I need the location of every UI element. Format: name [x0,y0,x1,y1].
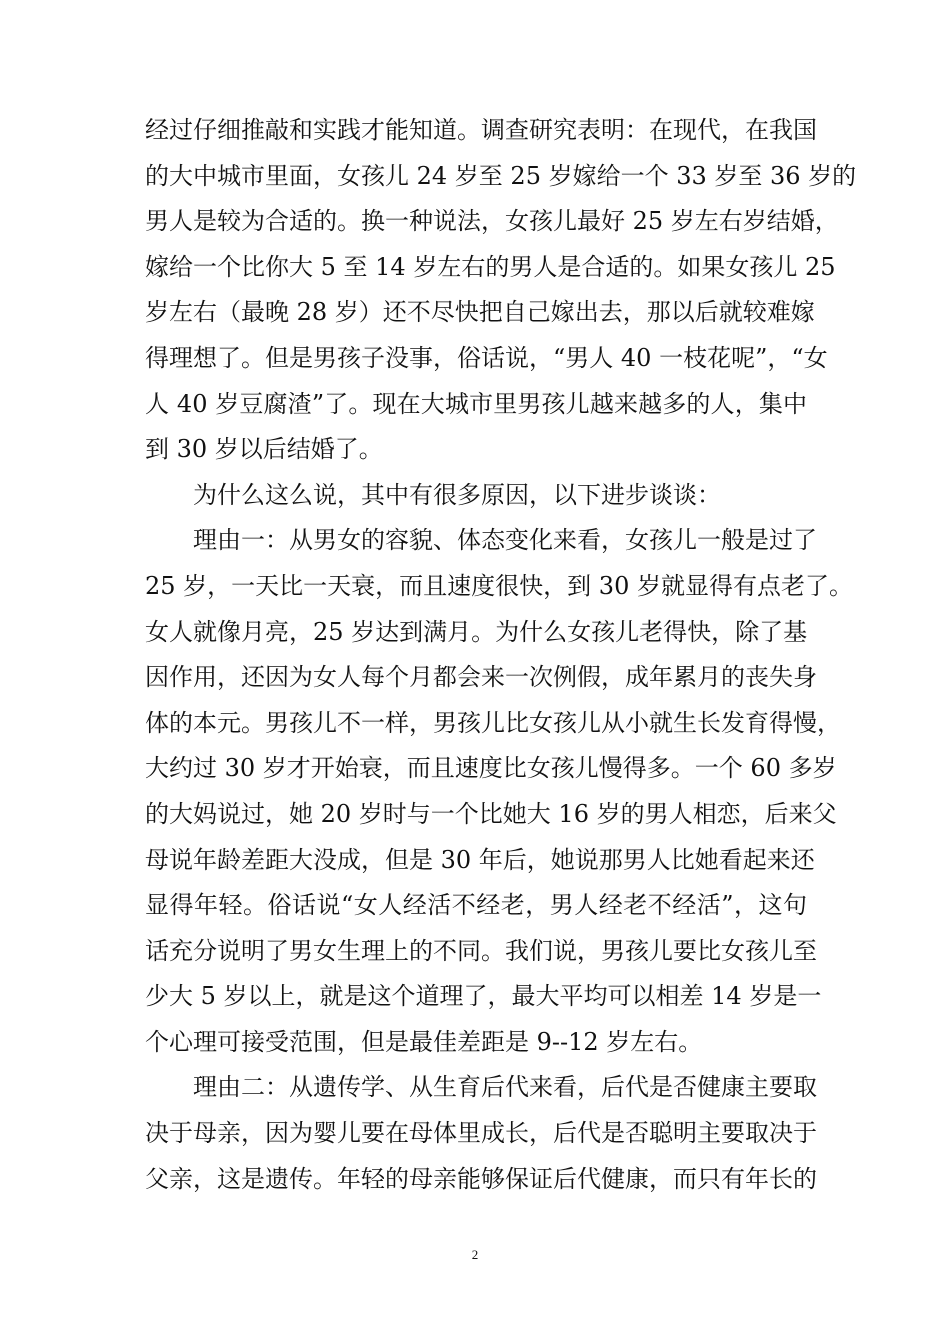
text-line: 得理想了。但是男孩子没事，俗话说，“男人 40 一枝花呢”，“女 [145,343,828,372]
text-line: 男人是较为合适的。换一种说法，女孩儿最好 25 岁左右岁结婚， [145,207,839,236]
text-line: 显得年轻。俗话说“女人经活不经老，男人经老不经活”，这句 [145,891,807,920]
text-line: 理由二：从遗传学、从生育后代来看，后代是否健康主要取 [193,1073,817,1102]
text-line: 决于母亲，因为婴儿要在母体里成长，后代是否聪明主要取决于 [145,1119,817,1148]
text-line: 经过仔细推敲和实践才能知道。调查研究表明：在现代，在我国 [145,116,817,144]
text-line: 理由一：从男女的容貌、体态变化来看，女孩儿一般是过了 [193,526,817,555]
text-line: 25 岁，一天比一天衰，而且速度很快，到 30 岁就显得有点老了。 [145,571,853,600]
text-line: 人 40 岁豆腐渣”了。现在大城市里男孩儿越来越多的人，集中 [145,389,807,418]
text-line: 少大 5 岁以上，就是这个道理了，最大平均可以相差 14 岁是一 [145,982,822,1011]
text-line: 的大妈说过，她 20 岁时与一个比她大 16 岁的男人相恋，后来父 [145,799,837,828]
text-line: 因作用，还因为女人每个月都会来一次例假，成年累月的丧失身 [145,663,817,692]
page-number: 2 [471,1247,479,1262]
text-line: 到 30 岁以后结婚了。 [145,435,383,464]
text-line: 母说年龄差距大没成，但是 30 年后，她说那男人比她看起来还 [145,845,815,874]
text-line: 岁左右（最晚 28 岁）还不尽快把自己嫁出去，那以后就较难嫁 [145,298,815,327]
text-line: 话充分说明了男女生理上的不同。我们说，男孩儿要比女孩儿至 [145,936,817,965]
text-line: 父亲，这是遗传。年轻的母亲能够保证后代健康，而只有年长的 [145,1164,817,1193]
text-line: 嫁给一个比你大 5 至 14 岁左右的男人是合适的。如果女孩儿 25 [145,252,836,281]
text-line: 体的本元。男孩儿不一样，男孩儿比女孩儿从小就生长发育得慢， [145,708,841,737]
text-line: 个心理可接受范围，但是最佳差距是 9--12 岁左右。 [145,1027,703,1056]
text-line: 的大中城市里面，女孩儿 24 岁至 25 岁嫁给一个 33 岁至 36 岁的 [145,161,857,190]
text-line: 大约过 30 岁才开始衰，而且速度比女孩儿慢得多。一个 60 多岁 [145,754,837,783]
text-line: 为什么这么说，其中有很多原因，以下进步谈谈： [193,480,721,509]
body-text [145,108,857,1202]
text-line: 女人就像月亮，25 岁达到满月。为什么女孩儿老得快，除了基 [145,617,808,646]
